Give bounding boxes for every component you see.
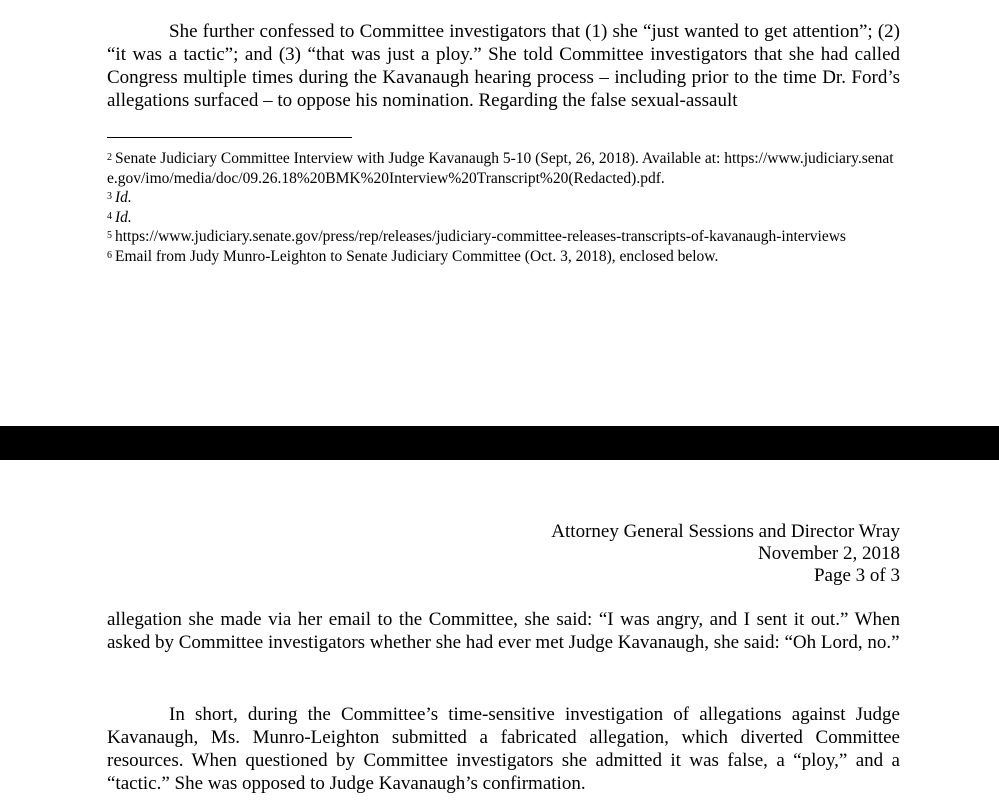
footnote-text: Email from Judy Munro-Leighton to Senate Judiciary Committee (Oct. 3, 2018), enclosed below. xyxy=(115,247,719,265)
footnote-4 xyxy=(107,208,900,228)
body-paragraph-continued: allegation she made via her email to the Committee, she said: “I was angry, and I sent it out.” When asked by Committee investigators whether she had ever met Judge Kavanaugh, she said: “Oh Lord, no.” xyxy=(107,609,900,653)
footnote-number: 3 xyxy=(107,191,112,202)
footnote-number: 4 xyxy=(107,210,112,222)
footnote-number: 5 xyxy=(107,230,112,241)
footnote-text: Id. xyxy=(115,189,132,206)
header-page-number: Page 3 of 3 xyxy=(813,565,900,586)
page-break-band xyxy=(0,426,999,460)
header-addressee: Attorney General Sessions and Director Wray xyxy=(551,521,900,542)
footnote-3 xyxy=(107,188,900,208)
letter-header xyxy=(551,521,900,587)
footnote-text: https://www.judiciary.senate.gov/press/rep/releases/judiciary-committee-releases-transcripts-of-kavanaugh-interviews xyxy=(115,228,846,245)
footnote-text: Id. xyxy=(115,208,132,226)
footnotes-section xyxy=(107,149,900,266)
footnote-separator-rule xyxy=(107,137,352,138)
footnote-number: 6 xyxy=(107,249,112,261)
footnote-6 xyxy=(107,247,900,267)
footnote-number: 2 xyxy=(107,152,112,163)
header-date: November 2, 2018 xyxy=(758,543,900,564)
footnote-2 xyxy=(107,149,900,188)
body-paragraph-summary: In short, during the Committee’s time-sensitive investigation of allegations against Judge Kavanaugh, Ms. Munro-Leighton submitted a fabricated allegation, which diverted Committee resources. When questioned by Committee investigators she admitted it was false, a “ploy,” and a “tactic.” She was opposed to Judge Kavanaugh’s confirmation. xyxy=(107,704,900,794)
footnote-text: Senate Judiciary Committee Interview with Judge Kavanaugh 5-10 (Sept, 26, 2018). Available at: https://www.judiciary.senate.gov/imo/media/doc/09.26.18%20BMK%20Interview%20Transcript%20(Redacted).pdf. xyxy=(107,150,894,187)
body-paragraph-confession: She further confessed to Committee investigators that (1) she “just wanted to get attention”; (2) “it was a tactic”; and (3) “that was just a ploy.” She told Committee investigators that she had called Congress multiple times during the Kavanaugh hearing process – including prior to the time Dr. Ford’s allegations surfaced – to oppose his nomination. Regarding the false sexual-assault xyxy=(107,21,900,111)
footnote-5 xyxy=(107,227,900,247)
